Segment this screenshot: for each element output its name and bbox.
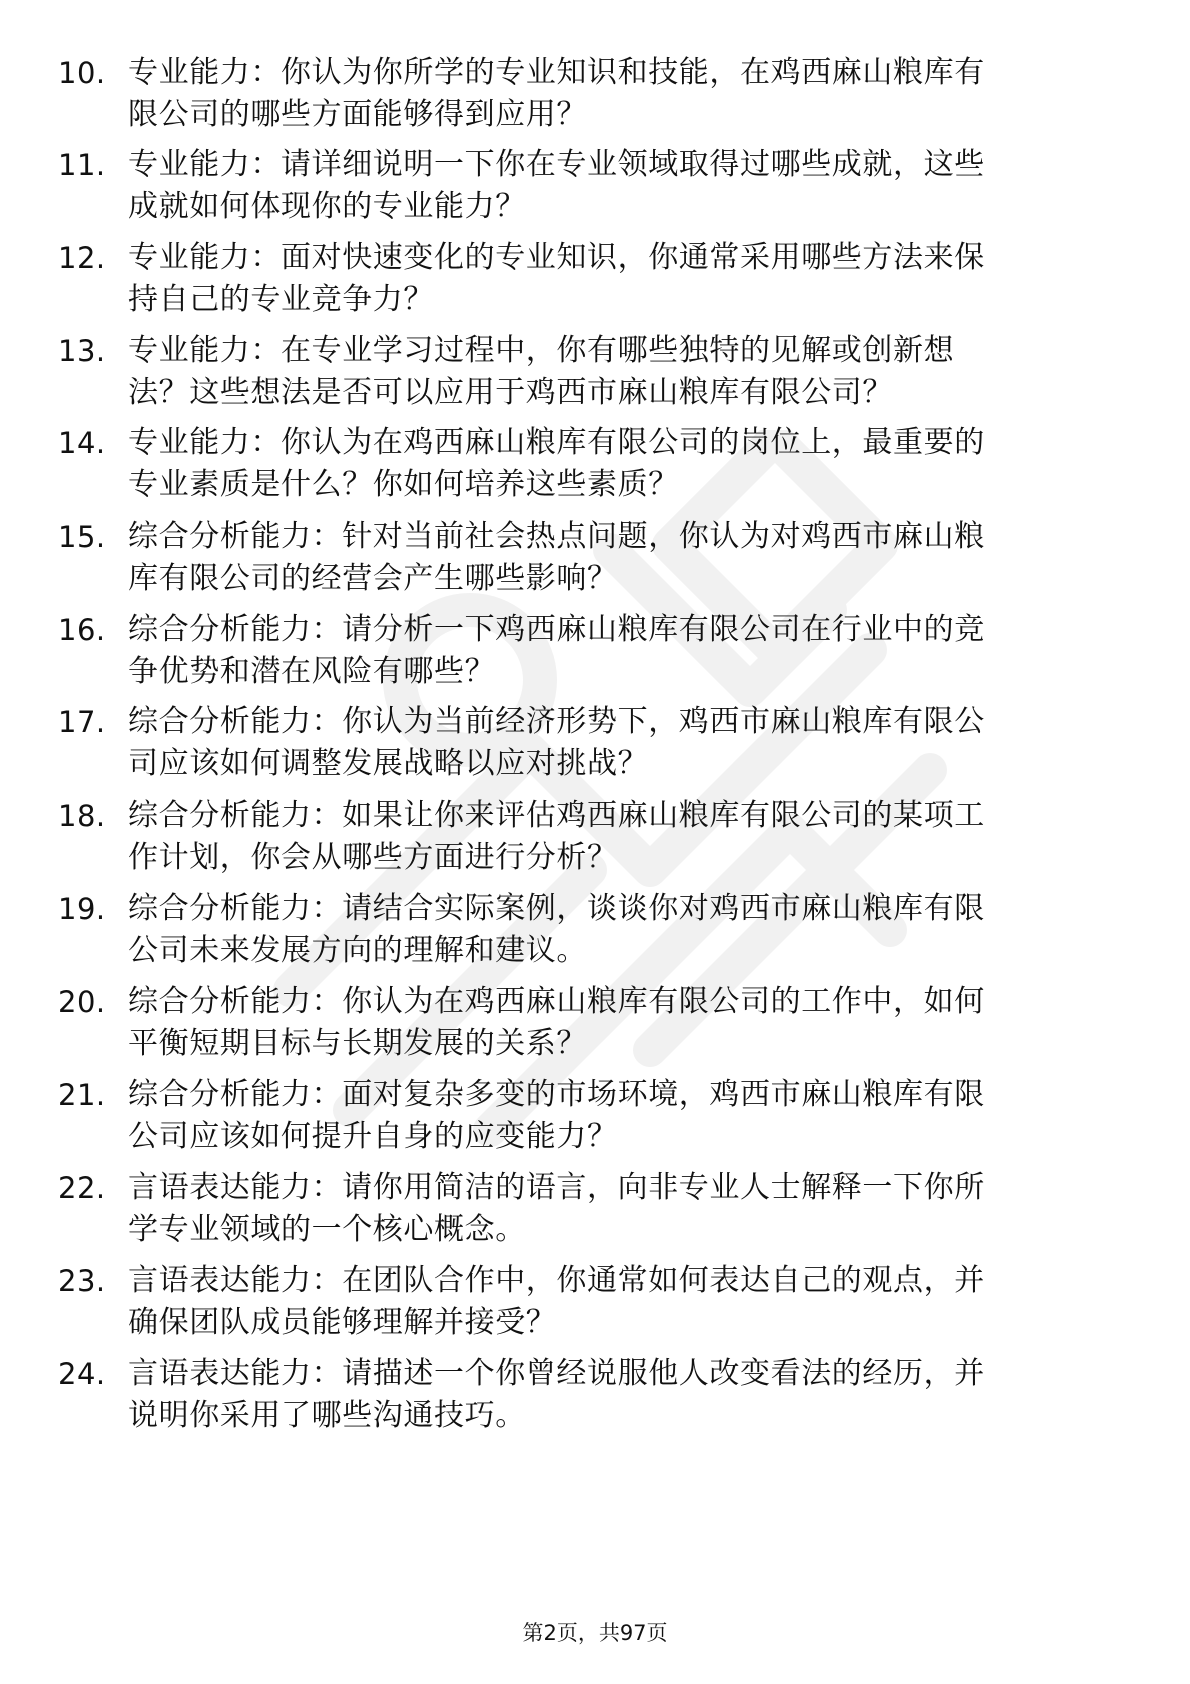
question-line: 持自己的专业竞争力？ [128,282,434,317]
question-item [0,795,1190,885]
question-line: 法？这些想法是否可以应用于鸡西市麻山粮库有限公司？ [128,375,893,410]
question-line: 专业能力：在专业学习过程中，你有哪些独特的见解或创新想 [128,333,955,368]
question-number: 12. [58,241,106,275]
question-number: 11. [58,148,106,182]
question-line: 综合分析能力：如果让你来评估鸡西麻山粮库有限公司的某项工 [128,798,985,833]
page-footer [0,1618,1190,1648]
question-line: 专业素质是什么？你如何培养这些素质？ [128,467,679,502]
question-item [0,981,1190,1071]
question-line: 平衡短期目标与长期发展的关系？ [128,1026,587,1061]
question-item [0,1353,1190,1443]
question-line: 限公司的哪些方面能够得到应用？ [128,97,587,132]
question-item [0,888,1190,978]
question-line: 言语表达能力：请描述一个你曾经说服他人改变看法的经历，并 [128,1356,985,1391]
question-line: 专业能力：你认为你所学的专业知识和技能，在鸡西麻山粮库有 [128,55,985,90]
question-number: 24. [58,1357,106,1391]
question-line: 学专业领域的一个核心概念。 [128,1212,526,1247]
question-text [128,1353,1118,1437]
question-item [0,1167,1190,1257]
question-number: 17. [58,705,106,739]
question-line: 成就如何体现你的专业能力？ [128,189,526,224]
question-line: 综合分析能力：你认为在鸡西麻山粮库有限公司的工作中，如何 [128,984,985,1019]
question-item [0,701,1190,791]
question-text [128,237,1118,321]
question-item [0,52,1190,142]
question-line: 言语表达能力：请你用简洁的语言，向非专业人士解释一下你所 [128,1170,985,1205]
question-number: 16. [58,613,106,647]
question-number: 19. [58,892,106,926]
question-text [128,144,1118,228]
question-text [128,516,1118,600]
question-text [128,795,1118,879]
question-line: 综合分析能力：你认为当前经济形势下，鸡西市麻山粮库有限公 [128,704,985,739]
question-text [128,981,1118,1065]
question-item [0,237,1190,327]
question-text [128,1260,1118,1344]
question-item [0,516,1190,606]
question-item [0,144,1190,234]
question-item [0,1074,1190,1164]
question-line: 综合分析能力：面对复杂多变的市场环境，鸡西市麻山粮库有限 [128,1077,985,1112]
question-line: 综合分析能力：请结合实际案例，谈谈你对鸡西市麻山粮库有限 [128,891,985,926]
question-item [0,422,1190,512]
question-number: 13. [58,334,106,368]
question-line: 公司未来发展方向的理解和建议。 [128,933,587,968]
question-number: 10. [58,56,106,90]
question-number: 20. [58,985,106,1019]
question-text [128,888,1118,972]
question-text [128,52,1118,136]
question-line: 公司应该如何提升自身的应变能力？ [128,1119,618,1154]
question-line: 专业能力：请详细说明一下你在专业领域取得过哪些成就，这些 [128,147,985,182]
question-line: 综合分析能力：针对当前社会热点问题，你认为对鸡西市麻山粮 [128,519,985,554]
question-item [0,609,1190,699]
question-item [0,330,1190,420]
question-line: 说明你采用了哪些沟通技巧。 [128,1398,526,1433]
question-text [128,330,1118,414]
question-line: 专业能力：面对快速变化的专业知识，你通常采用哪些方法来保 [128,240,985,275]
question-line: 争优势和潜在风险有哪些？ [128,654,496,689]
question-text [128,1074,1118,1158]
question-number: 21. [58,1078,106,1112]
question-number: 23. [58,1264,106,1298]
question-text [128,1167,1118,1251]
question-number: 18. [58,799,106,833]
question-line: 库有限公司的经营会产生哪些影响？ [128,561,618,596]
question-number: 14. [58,426,106,460]
question-line: 专业能力：你认为在鸡西麻山粮库有限公司的岗位上，最重要的 [128,425,985,460]
question-line: 司应该如何调整发展战略以应对挑战？ [128,746,649,781]
question-text [128,609,1118,693]
question-text [128,422,1118,506]
question-line: 作计划，你会从哪些方面进行分析？ [128,840,618,875]
question-text [128,701,1118,785]
question-number: 15. [58,520,106,554]
question-number: 22. [58,1171,106,1205]
question-item [0,1260,1190,1350]
question-line: 言语表达能力：在团队合作中，你通常如何表达自己的观点，并 [128,1263,985,1298]
page-number-label: 第2页，共97页 [522,1621,668,1645]
question-line: 综合分析能力：请分析一下鸡西麻山粮库有限公司在行业中的竞 [128,612,985,647]
question-line: 确保团队成员能够理解并接受？ [128,1305,557,1340]
